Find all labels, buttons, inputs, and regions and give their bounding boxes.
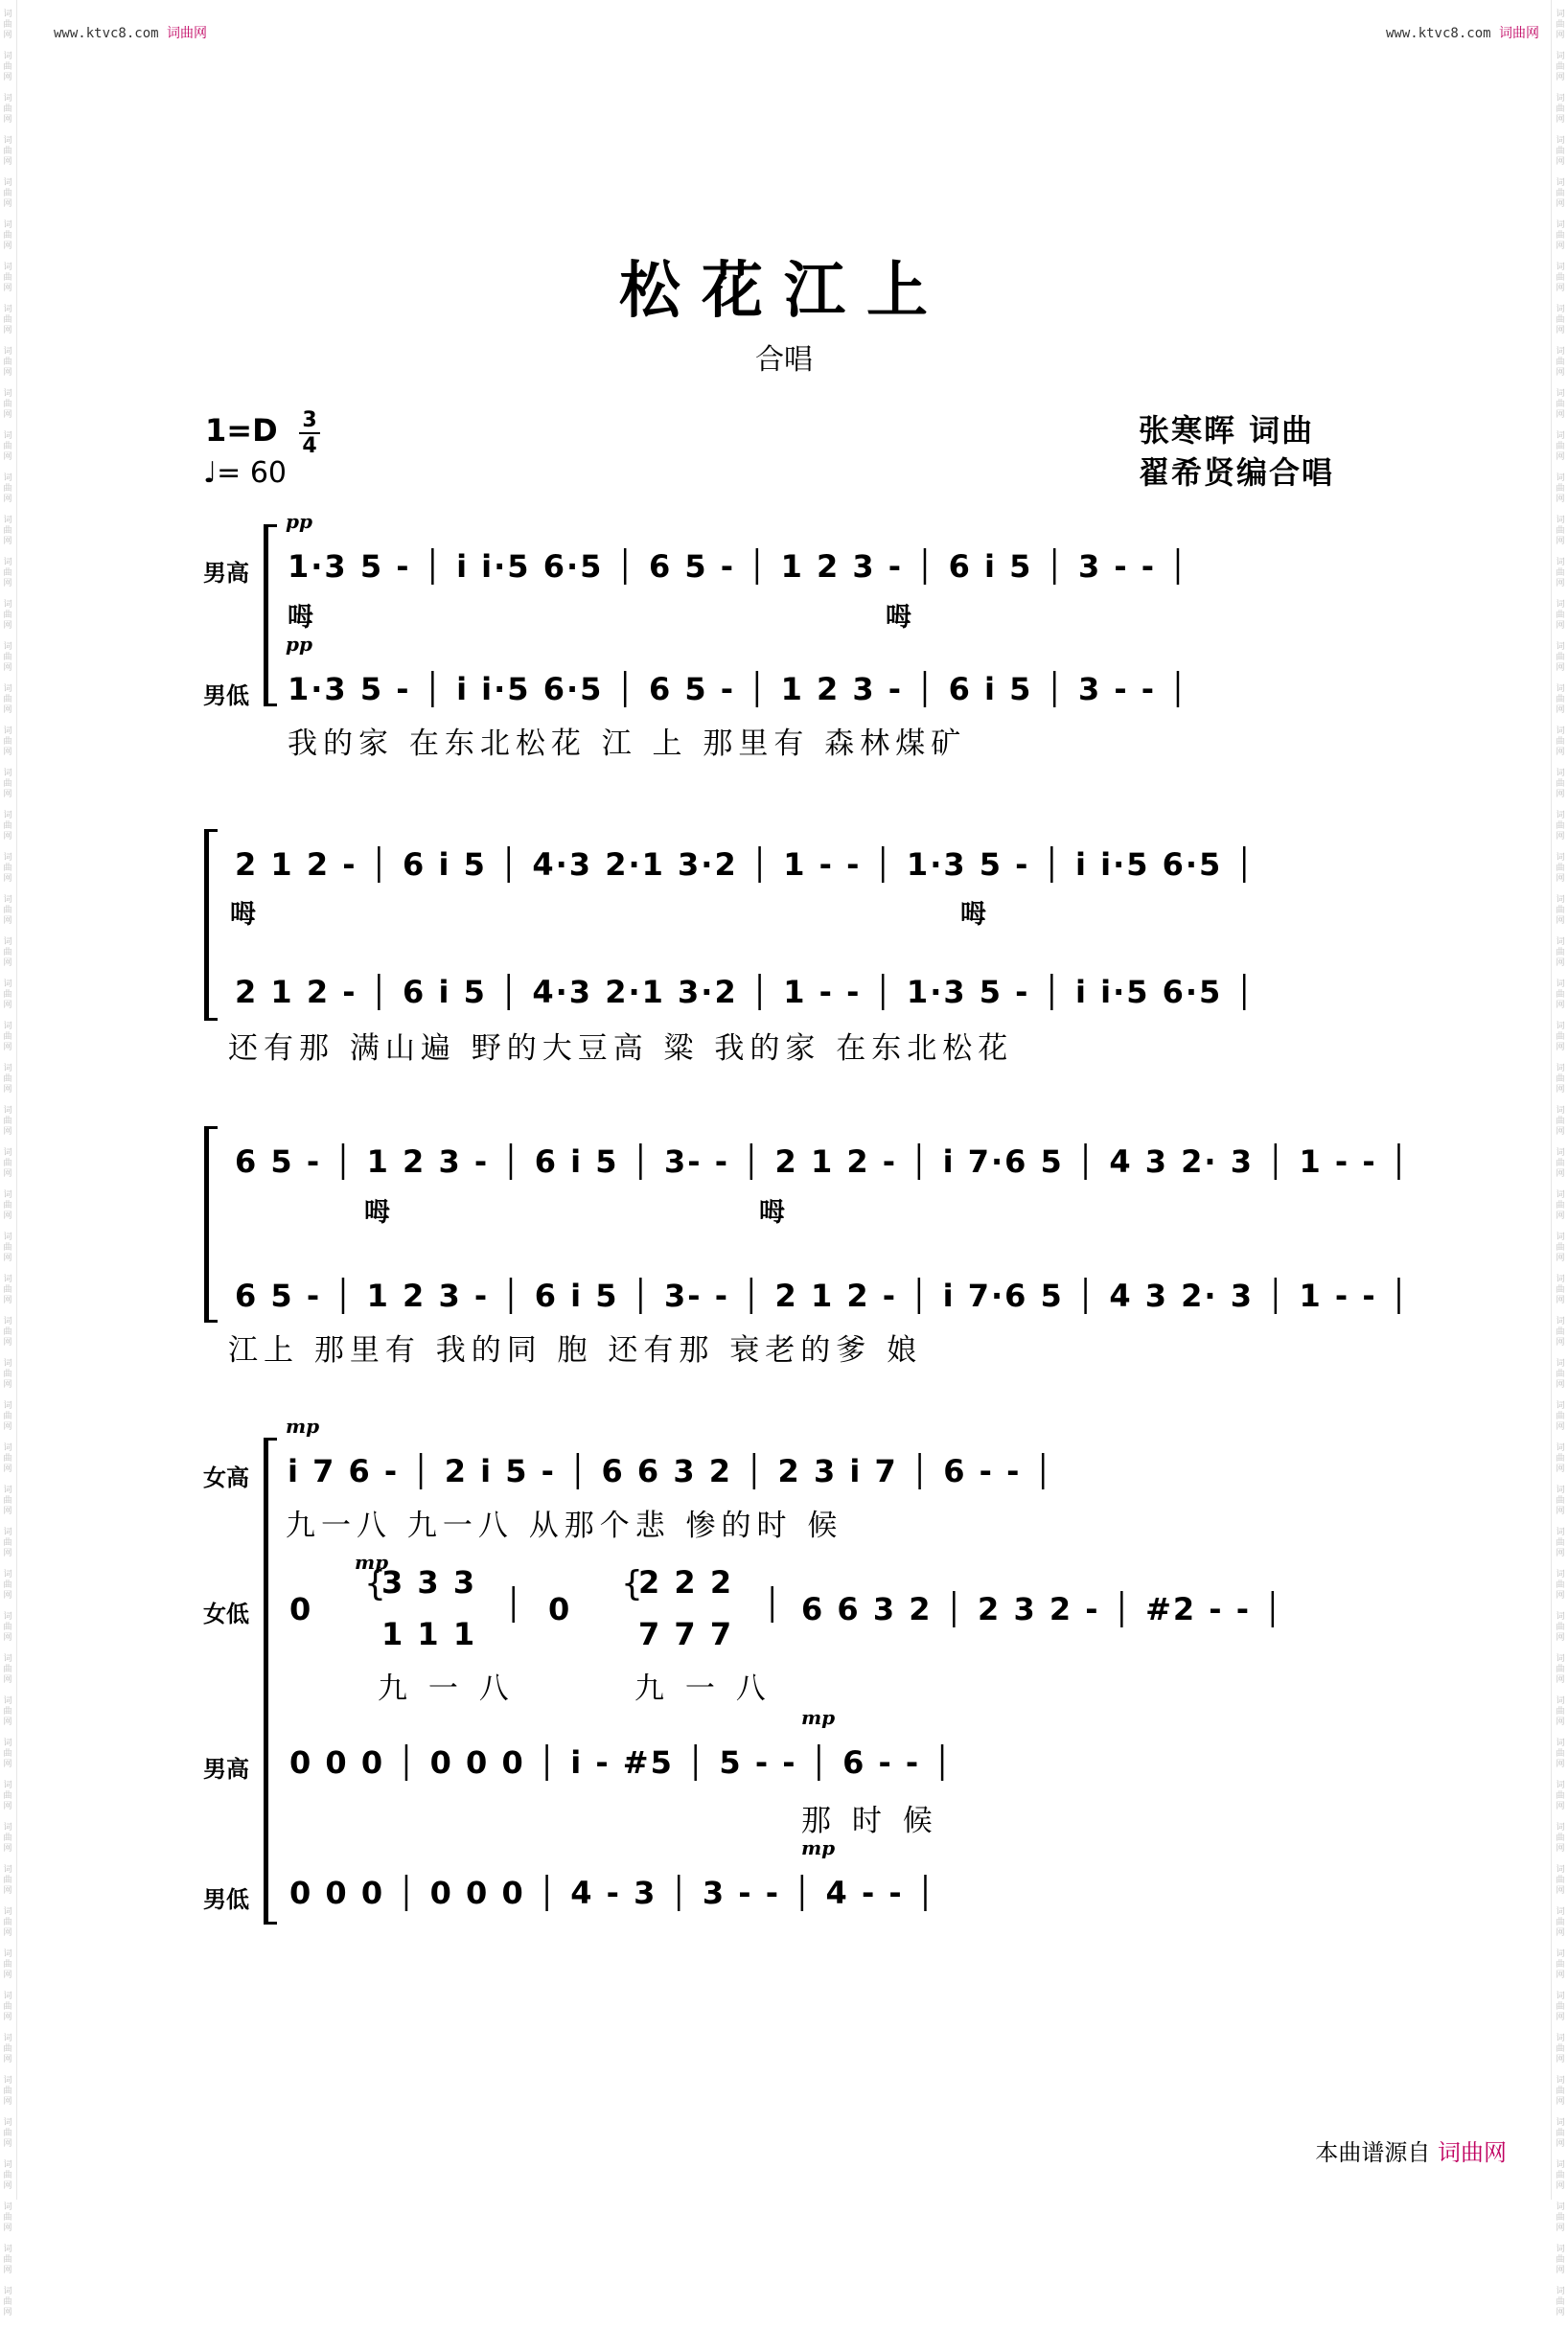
page-title: 松花江上 — [619, 255, 949, 327]
barline: │ — [504, 1586, 525, 1623]
header-left — [54, 23, 207, 42]
footer-source-text: 本曲谱源自 — [1315, 2139, 1431, 2166]
credit-lyric-music: 张寒晖 词曲 — [1139, 412, 1315, 449]
syllable-mu: 呣 — [960, 900, 986, 930]
system1-bracket-bottom — [264, 703, 277, 706]
lyrics-line: 那 时 候 — [801, 1804, 938, 1838]
dynamic-mark: mp — [286, 1415, 320, 1438]
notation-line-female-low: 6 6 3 2 │ 2 3 2 - │ #2 - - │ — [801, 1591, 1284, 1627]
left-watermark-column: 词 曲 网 词 曲 网 词 曲 网 词 曲 网 词 曲 网 词 曲 网 词 曲 网 词 曲 网 词 曲 网 词 曲 网 词 曲 网 词 曲 网 词 曲 网 词 曲 网 词 曲 网 词 曲 网 词 曲 网 词 曲 网 词 曲 网 词 曲 网 词 曲 网 词 曲 网 词 曲 网 词 曲 网 词 曲 网 词 曲 网 词 曲 网 词 曲 网 词 曲 网 词 曲 网 词 曲 网 词 曲 网 词 曲 网 词 曲 网 词 曲 网 词 曲 网 词 曲 网 词 曲 网 词 曲 网 词 曲 网 词 曲 网 词 曲 网 词 曲 网 词 曲 网 词 曲 网 词 曲 网 词 曲 网 词 曲 网 词 曲 网 词 曲 网 词 曲 网 词 曲 网 词 曲 网 词 曲 网 词 曲 网 — [3, 10, 12, 2317]
chord-upper: 3 3 3 — [381, 1564, 477, 1601]
system4-bracket — [264, 1438, 268, 1925]
notation-line-male-high: 2 1 2 - │ 6 i 5 │ 4·3 2·1 3·2 │ 1 - - │ 1·3 5 - │ i i·5 6·5 │ — [235, 846, 1256, 883]
credit-arranger: 翟希贤编合唱 — [1139, 454, 1335, 491]
part-label-male-low: 男低 — [203, 1886, 249, 1913]
lyrics-line: 还有那 满山遍 野的大豆高 粱 我的家 在东北松花 — [228, 1031, 1014, 1066]
right-watermark-column: 词 曲 网 词 曲 网 词 曲 网 词 曲 网 词 曲 网 词 曲 网 词 曲 网 词 曲 网 词 曲 网 词 曲 网 词 曲 网 词 曲 网 词 曲 网 词 曲 网 词 曲 网 词 曲 网 词 曲 网 词 曲 网 词 曲 网 词 曲 网 词 曲 网 词 曲 网 词 曲 网 词 曲 网 词 曲 网 词 曲 网 词 曲 网 词 曲 网 词 曲 网 词 曲 网 词 曲 网 词 曲 网 词 曲 网 词 曲 网 词 曲 网 词 曲 网 词 曲 网 词 曲 网 词 曲 网 词 曲 网 词 曲 网 词 曲 网 词 曲 网 词 曲 网 词 曲 网 词 曲 网 词 曲 网 词 曲 网 词 曲 网 词 曲 网 词 曲 网 词 曲 网 词 曲 网 词 曲 网 词 曲 网 — [1556, 10, 1565, 2317]
site-url-left[interactable]: www.ktvc8.com — [54, 26, 159, 41]
chord-upper: 2 2 2 — [638, 1564, 734, 1601]
notation-line-male-low: 6 5 - │ 1 2 3 - │ 6 i 5 │ 3- - │ 2 1 2 - │ i 7·6 5 │ 4 3 2· 3 │ 1 - - │ — [235, 1278, 1411, 1314]
part-label-male-low: 男低 — [203, 682, 249, 709]
subtitle: 合唱 — [755, 343, 813, 377]
notation-line-male-low: 2 1 2 - │ 6 i 5 │ 4·3 2·1 3·2 │ 1 - - │ 1·3 5 - │ i i·5 6·5 │ — [235, 974, 1256, 1010]
part-label-male-high: 男高 — [203, 1756, 249, 1783]
chord-lower: 7 7 7 — [638, 1616, 734, 1652]
system1-bracket-top — [264, 524, 277, 527]
system3-bracket-bottom — [204, 1320, 218, 1323]
notation-line-male-high: 6 5 - │ 1 2 3 - │ 6 i 5 │ 3- - │ 2 1 2 - │ i 7·6 5 │ 4 3 2· 3 │ 1 - - │ — [235, 1143, 1411, 1180]
dynamic-mark: pp — [286, 633, 312, 656]
time-sig-denominator: 4 — [302, 434, 317, 458]
chord-brace-left: { — [364, 1564, 388, 1603]
site-url-right[interactable]: www.ktvc8.com — [1385, 26, 1491, 41]
system4-bracket-bottom — [264, 1922, 277, 1925]
left-border — [16, 0, 17, 2200]
notation-line-female-high: i 7 6 - │ 2 i 5 - │ 6 6 3 2 │ 2 3 i 7 │ 6 - - │ — [288, 1453, 1054, 1489]
site-name-right[interactable]: 词曲网 — [1499, 26, 1539, 41]
footer-source — [1315, 2133, 1507, 2167]
system3-bracket-top — [204, 1126, 218, 1129]
lyrics-line: 江上 那里有 我的同 胞 还有那 衰老的爹 娘 — [228, 1333, 923, 1368]
lyrics-line: 九 一 八 — [634, 1672, 772, 1706]
notation-line-male-low: 0 0 0 │ 0 0 0 │ 4 - 3 │ 3 - - │ 4 - - │ — [289, 1875, 937, 1911]
notation-line-male-high: 1·3 5 - │ i i·5 6·5 │ 6 5 - │ 1 2 3 - │ 6 i 5 │ 3 - - │ — [288, 548, 1189, 585]
system4-bracket-top — [264, 1438, 277, 1441]
system2-bracket-bottom — [204, 1018, 218, 1021]
footer-source-link[interactable]: 词曲网 — [1438, 2139, 1507, 2166]
key-signature: 1=D — [205, 412, 278, 449]
dynamic-mark: mp — [801, 1836, 836, 1859]
tempo-marking: ♩= 60 — [203, 456, 287, 490]
system2-bracket — [204, 829, 209, 1021]
syllable-mu: 呣 — [230, 900, 256, 930]
part-label-female-high: 女高 — [203, 1464, 249, 1491]
dynamic-mark: mp — [801, 1706, 836, 1729]
lyrics-line: 九一八 九一八 从那个悲 惨的时 候 — [286, 1509, 843, 1543]
notation-line-male-high: 0 0 0 │ 0 0 0 │ i - #5 │ 5 - - │ 6 - - │ — [289, 1744, 954, 1781]
lyrics-line: 九 一 八 — [378, 1672, 515, 1706]
chord-brace-left: { — [621, 1564, 645, 1603]
system3-bracket — [204, 1126, 209, 1323]
syllable-mu: 呣 — [288, 603, 313, 633]
time-sig-numerator: 3 — [302, 408, 317, 432]
chord-lower: 1 1 1 — [381, 1616, 477, 1652]
system2-bracket-top — [204, 829, 218, 832]
dynamic-mark: pp — [286, 510, 312, 533]
site-name-left[interactable]: 词曲网 — [167, 26, 208, 41]
dynamic-mark: mp — [355, 1551, 389, 1574]
lyrics-line: 我的家 在东北松花 江 上 那里有 森林煤矿 — [288, 726, 967, 761]
notation-rest: 0 — [548, 1591, 572, 1627]
syllable-mu: 呣 — [364, 1198, 390, 1228]
syllable-mu: 呣 — [886, 603, 911, 633]
notation-rest: 0 — [289, 1591, 313, 1627]
part-label-male-high: 男高 — [203, 560, 249, 587]
syllable-mu: 呣 — [759, 1198, 785, 1228]
header-right — [1386, 23, 1539, 42]
part-label-female-low: 女低 — [203, 1601, 249, 1627]
system1-bracket — [264, 524, 268, 706]
right-border — [1551, 0, 1552, 2200]
barline: │ — [763, 1586, 784, 1623]
notation-line-male-low: 1·3 5 - │ i i·5 6·5 │ 6 5 - │ 1 2 3 - │ 6 i 5 │ 3 - - │ — [288, 671, 1189, 707]
